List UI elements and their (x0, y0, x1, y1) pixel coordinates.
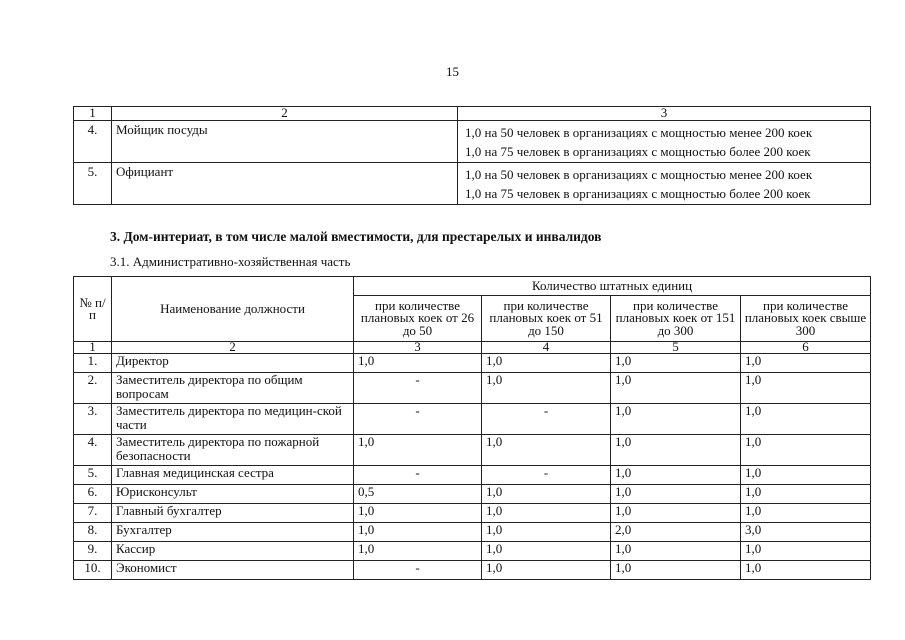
value-cell: 3,0 (741, 523, 871, 542)
table-row (74, 523, 871, 542)
value-cell: 1,0 (611, 485, 741, 504)
table-row (74, 373, 871, 404)
value-cell: 1,0 (611, 373, 741, 404)
value-cell: - (482, 466, 611, 485)
section-title: 3. Дом-интериат, в том числе малой вместимости, для престарелых и инвалидов (110, 229, 602, 244)
value-cell: 1,0 (611, 504, 741, 523)
position-name: Главная медицинская сестра (112, 466, 354, 485)
value-cell: 1,0 (482, 354, 611, 373)
staff-norm: 1,0 на 50 человек в организациях с мощностью менее 200 коек (465, 125, 813, 140)
position-name: Главный бухгалтер (112, 504, 354, 523)
staff-norm: 1,0 на 75 человек в организациях с мощностью более 200 коек (465, 144, 811, 159)
column-index: 2 (112, 107, 458, 121)
value-cell: 1,0 (611, 542, 741, 561)
table-row (74, 542, 871, 561)
row-number: 7. (74, 504, 112, 523)
page-number: 15 (446, 64, 459, 79)
position-name: Юрисконсульт (112, 485, 354, 504)
value-cell: 1,0 (611, 561, 741, 580)
row-number: 3. (74, 404, 112, 435)
position-name: Экономист (112, 561, 354, 580)
staff-norm: 1,0 на 75 человек в организациях с мощностью более 200 коек (465, 186, 811, 201)
row-number: 5. (74, 466, 112, 485)
position-name: Заместитель директора по медицин-ской части (112, 404, 354, 435)
value-cell: - (354, 466, 482, 485)
header-beds-26-50: при количестве плановых коек от 26 до 50 (354, 296, 482, 342)
column-index: 3 (458, 107, 871, 121)
row-number: 8. (74, 523, 112, 542)
header-position-name: Наименование должности (112, 277, 354, 342)
value-cell: - (354, 561, 482, 580)
row-number: 4. (74, 121, 112, 163)
value-cell: 1,0 (354, 354, 482, 373)
value-cell: 1,0 (741, 561, 871, 580)
column-index: 1 (74, 107, 112, 121)
staff-norm-cell (458, 121, 871, 163)
subsection-title: 3.1. Административно-хозяйственная часть (110, 254, 351, 269)
value-cell: 1,0 (741, 485, 871, 504)
value-cell: 1,0 (741, 354, 871, 373)
value-cell: 1,0 (741, 435, 871, 466)
header-row (74, 277, 871, 296)
column-index: 3 (354, 342, 482, 354)
row-number: 9. (74, 542, 112, 561)
position-name: Кассир (112, 542, 354, 561)
staff-norm: 1,0 на 50 человек в организациях с мощностью менее 200 коек (465, 167, 813, 182)
position-name: Заместитель директора по пожарной безопасности (112, 435, 354, 466)
value-cell: 1,0 (741, 542, 871, 561)
value-cell: 1,0 (741, 504, 871, 523)
table-row (74, 466, 871, 485)
header-beds-over-300: при количестве плановых коек свыше 300 (741, 296, 871, 342)
header-row-number: № п/п (74, 277, 112, 342)
row-number: 5. (74, 163, 112, 205)
table-row (74, 504, 871, 523)
header-beds-151-300: при количестве плановых коек от 151 до 300 (611, 296, 741, 342)
table-row (74, 561, 871, 580)
row-number: 6. (74, 485, 112, 504)
value-cell: 1,0 (354, 542, 482, 561)
value-cell: - (354, 373, 482, 404)
staffing-table (73, 276, 871, 580)
continuation-table (73, 106, 871, 205)
value-cell: 2,0 (611, 523, 741, 542)
value-cell: 1,0 (482, 435, 611, 466)
row-number: 2. (74, 373, 112, 404)
table-row (74, 435, 871, 466)
value-cell: 1,0 (482, 523, 611, 542)
row-number: 4. (74, 435, 112, 466)
value-cell: 1,0 (741, 373, 871, 404)
position-name: Директор (112, 354, 354, 373)
header-staff-units: Количество штатных единиц (354, 277, 871, 296)
table-row (74, 404, 871, 435)
position-name: Официант (112, 163, 458, 205)
value-cell: 1,0 (354, 435, 482, 466)
value-cell: - (482, 404, 611, 435)
table-row (74, 354, 871, 373)
table-row (74, 163, 871, 205)
column-index: 2 (112, 342, 354, 354)
value-cell: 1,0 (611, 466, 741, 485)
table-row (74, 485, 871, 504)
position-name: Заместитель директора по общим вопросам (112, 373, 354, 404)
value-cell: 0,5 (354, 485, 482, 504)
value-cell: 1,0 (354, 523, 482, 542)
column-index-row (74, 107, 871, 121)
position-name: Мойщик посуды (112, 121, 458, 163)
value-cell: 1,0 (482, 561, 611, 580)
value-cell: 1,0 (611, 404, 741, 435)
value-cell: 1,0 (741, 404, 871, 435)
value-cell: 1,0 (482, 373, 611, 404)
value-cell: 1,0 (482, 504, 611, 523)
row-number: 1. (74, 354, 112, 373)
value-cell: 1,0 (482, 542, 611, 561)
position-name: Бухгалтер (112, 523, 354, 542)
value-cell: - (354, 404, 482, 435)
row-number: 10. (74, 561, 112, 580)
column-index: 4 (482, 342, 611, 354)
table-row (74, 121, 871, 163)
column-index-row (74, 342, 871, 354)
staff-norm-cell (458, 163, 871, 205)
value-cell: 1,0 (611, 435, 741, 466)
column-index: 1 (74, 342, 112, 354)
value-cell: 1,0 (611, 354, 741, 373)
value-cell: 1,0 (482, 485, 611, 504)
value-cell: 1,0 (354, 504, 482, 523)
value-cell: 1,0 (741, 466, 871, 485)
column-index: 6 (741, 342, 871, 354)
column-index: 5 (611, 342, 741, 354)
header-beds-51-150: при количестве плановых коек от 51 до 150 (482, 296, 611, 342)
